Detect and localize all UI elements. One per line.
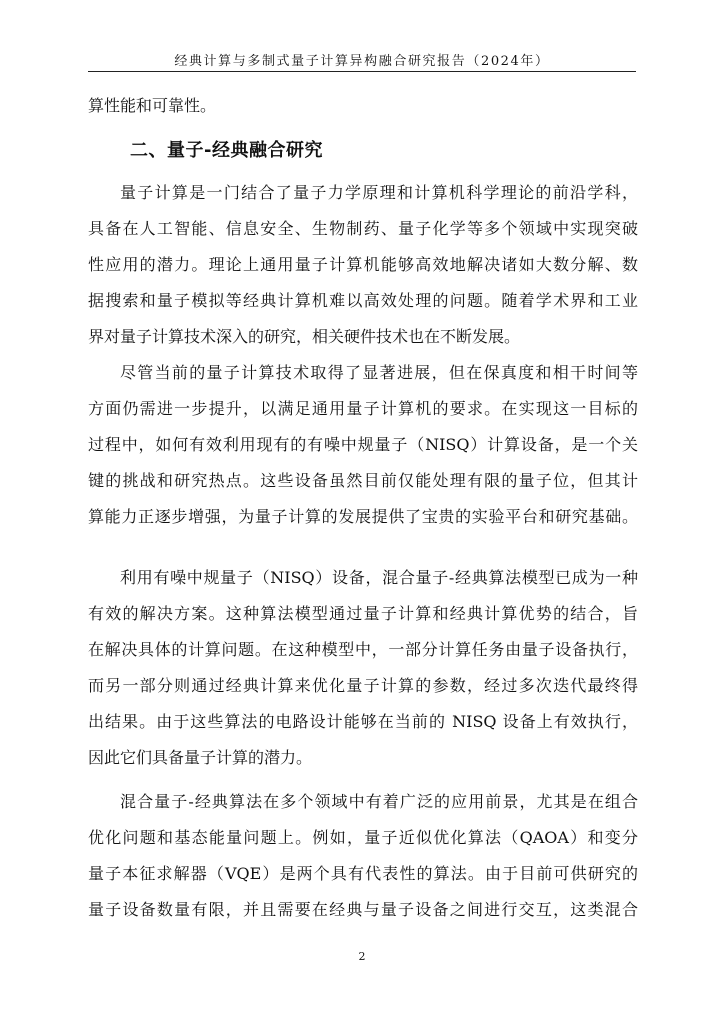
text-line: 性应用的潜力。理论上通用量子计算机能够高效地解决诸如大数分解、数 xyxy=(88,255,638,274)
header-divider xyxy=(88,71,636,72)
text-line: 算能力正逐步增强，为量子计算的发展提供了宝贵的实验平台和研究基础。 xyxy=(88,507,638,526)
text-line: 利用有噪中规量子（NISQ）设备，混合量子-经典算法模型已成为一种 xyxy=(120,568,638,587)
paragraph-2 xyxy=(88,355,638,535)
text-line: 量子计算是一门结合了量子力学原理和计算机科学理论的前沿学科， xyxy=(120,183,638,202)
text-line: 过程中，如何有效利用现有的有噪中规量子（NISQ）计算设备，是一个关 xyxy=(88,435,638,454)
text-line: 量子设备数量有限，并且需要在经典与量子设备之间进行交互，这类混合 xyxy=(88,900,638,919)
paragraph-1 xyxy=(88,175,638,355)
text-line: 优化问题和基态能量问题上。例如，量子近似优化算法（QAOA）和变分 xyxy=(88,828,638,847)
text-line: 方面仍需进一步提升，以满足通用量子计算机的要求。在实现这一目标的 xyxy=(88,399,638,418)
text-line: 量子本征求解器（VQE）是两个具有代表性的算法。由于目前可供研究的 xyxy=(88,864,638,883)
text-line: 界对量子计算技术深入的研究，相关硬件技术也在不断发展。 xyxy=(88,327,521,346)
text-line: 有效的解决方案。这种算法模型通过量子计算和经典计算优势的结合，旨 xyxy=(88,604,638,623)
text-line: 出结果。由于这些算法的电路设计能够在当前的 NISQ 设备上有效执行， xyxy=(88,712,638,731)
text-line: 在解决具体的计算问题。在这种模型中，一部分计算任务由量子设备执行， xyxy=(88,640,638,659)
text-line: 键的挑战和研究热点。这些设备虽然目前仅能处理有限的量子位，但其计 xyxy=(88,471,638,490)
text-line: 具备在人工智能、信息安全、生物制药、量子化学等多个领域中实现突破 xyxy=(88,219,638,238)
text-line: 混合量子-经典算法在多个领域中有着广泛的应用前景，尤其是在组合 xyxy=(120,792,638,811)
text-line: 算性能和可靠性。 xyxy=(88,96,217,115)
page-number: 2 xyxy=(358,950,366,963)
text-line: 尽管当前的量子计算技术取得了显著进展，但在保真度和相干时间等 xyxy=(120,363,638,382)
text-line: 据搜索和量子模拟等经典计算机难以高效处理的问题。随着学术界和工业 xyxy=(88,291,638,310)
running-header: 经典计算与多制式量子计算异构融合研究报告（2024年） xyxy=(174,54,550,69)
paragraph-4 xyxy=(88,784,638,928)
intro-fragment xyxy=(88,88,638,124)
paragraph-3 xyxy=(88,560,638,776)
section-heading: 二、量子-经典融合研究 xyxy=(130,140,323,161)
text-line: 因此它们具备量子计算的潜力。 xyxy=(88,748,313,767)
text-line: 而另一部分则通过经典计算来优化量子计算的参数，经过多次迭代最终得 xyxy=(88,676,638,695)
